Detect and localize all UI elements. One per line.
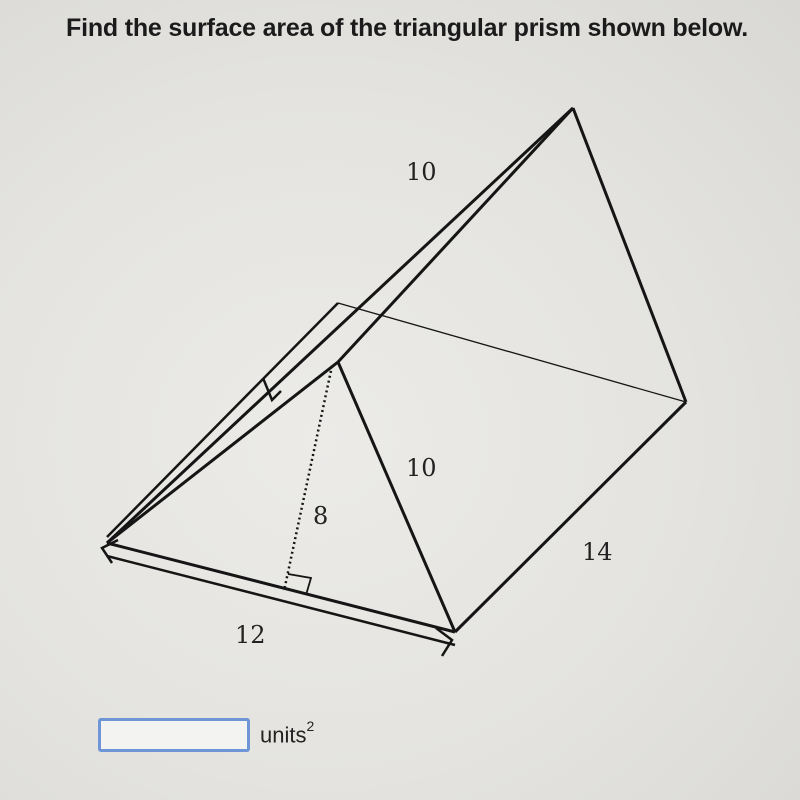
units-label bbox=[260, 712, 314, 752]
base-arrow-left bbox=[102, 540, 118, 563]
front-left-edge bbox=[107, 362, 338, 543]
front-right-edge bbox=[338, 362, 455, 632]
hidden-edge bbox=[338, 303, 686, 402]
label-base: 12 bbox=[235, 621, 266, 649]
answer-row bbox=[98, 712, 314, 752]
back-right-edge bbox=[573, 108, 686, 402]
front-base-edge bbox=[107, 543, 455, 632]
base-dimension-line bbox=[107, 556, 455, 645]
left-slant-edge bbox=[107, 108, 573, 543]
unit-exponent: 2 bbox=[306, 718, 315, 734]
label-length: 14 bbox=[582, 538, 613, 566]
label-slant-back: 10 bbox=[406, 158, 437, 186]
unit-text: units bbox=[260, 722, 307, 748]
answer-input[interactable] bbox=[98, 718, 250, 752]
bottom-right-edge bbox=[455, 402, 686, 632]
top-ridge-edge bbox=[338, 108, 573, 362]
slant-dimension-line bbox=[107, 303, 338, 537]
label-slant-front: 10 bbox=[406, 454, 437, 482]
label-height: 8 bbox=[313, 502, 329, 530]
question-text: Find the surface area of the triangular prism shown below. bbox=[66, 14, 749, 42]
